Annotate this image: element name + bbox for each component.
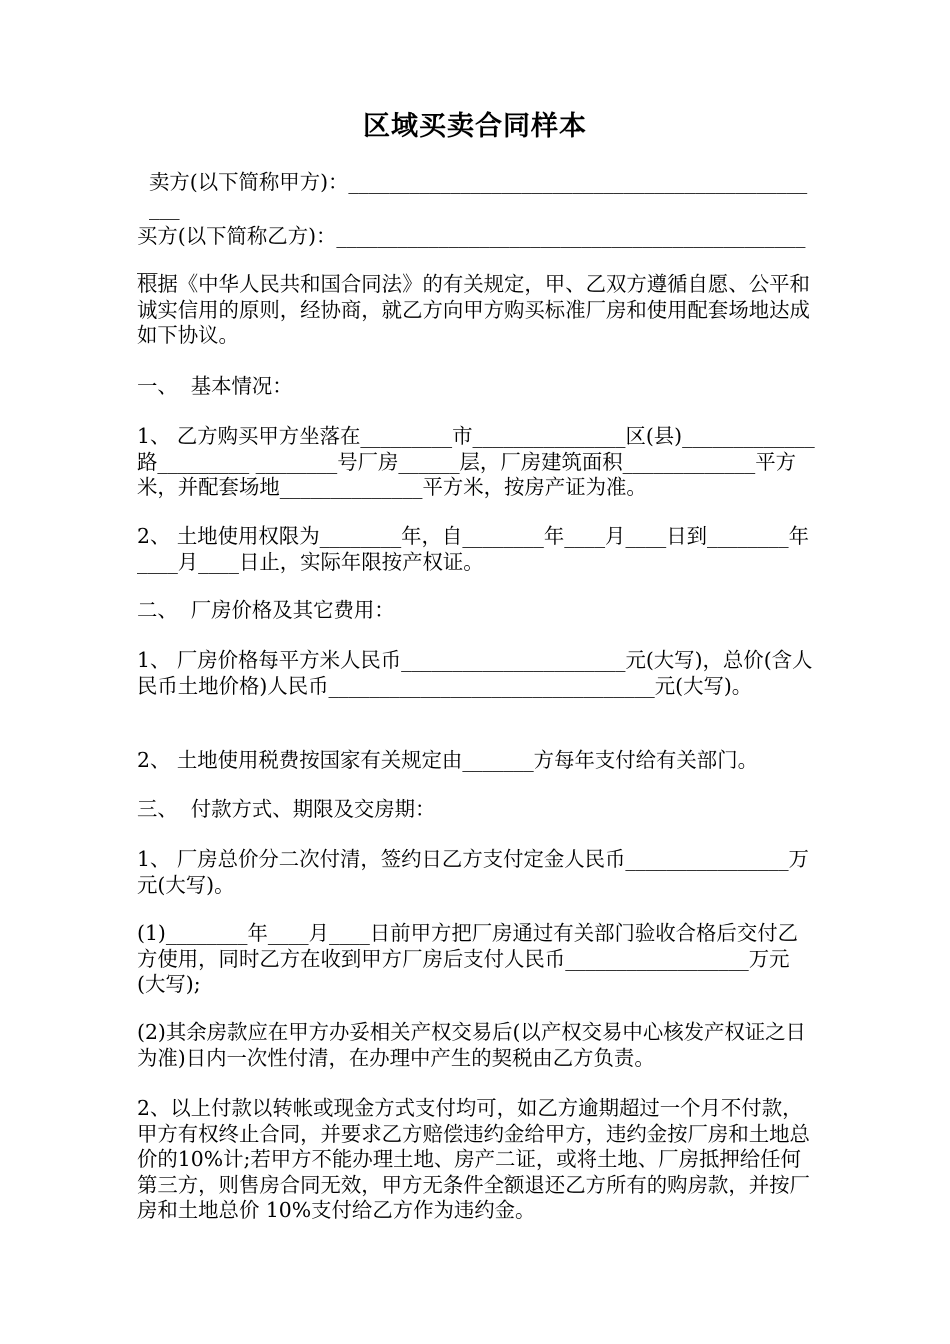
document-title: 区域买卖合同样本 — [363, 111, 587, 142]
buyer-line: 买方(以下简称乙方)：________________________________________________ — [137, 224, 806, 274]
clause-land-tax: 2、 土地使用税费按国家有关规定由_______方每年支付给有关部门。 — [137, 748, 758, 772]
section-heading-price: 二、 厂房价格及其它费用： — [137, 598, 395, 622]
clause-price: 1、 厂房价格每平方米人民币______________________元(大写)，总价(含人民币土地价格)人民币________________________________元(大写)。 — [137, 648, 813, 698]
preamble-paragraph: 根据《中华人民共和国合同法》的有关规定，甲、乙双方遵循自愿、公平和诚实信用的原则，经协商，就乙方向甲方购买标准厂房和使用配套场地达成如下协议。 — [137, 272, 810, 347]
clause-location-area: 1、 乙方购买甲方坐落在_________市_______________区(县)_____________路_________ ________号厂房______层，厂房建筑面积_____________平方米，并配套场地______________平方米，按房产证为准。 — [137, 424, 815, 499]
clause-payment-sub2: (2)其余房款应在甲方办妥相关产权交易后(以产权交易中心核发产权证之日为准)日内一次性付清，在办理中产生的契税由乙方负责。 — [137, 1020, 806, 1070]
clause-payment-installments: 1、 厂房总价分二次付清，签约日乙方支付定金人民币________________万元(大写)。 — [137, 847, 809, 897]
section-heading-payment: 三、 付款方式、期限及交房期： — [137, 797, 436, 821]
clause-payment-sub1: (1)________年____月____日前甲方把厂房通过有关部门验收合格后交付乙方使用，同时乙方在收到甲方厂房后支付人民币__________________万元(大写); — [137, 921, 798, 996]
section-heading-basic-info: 一、 基本情况： — [137, 374, 293, 398]
seller-line: 卖方(以下简称甲方)：________________________________________________ — [149, 170, 808, 220]
clause-land-use-term: 2、 土地使用权限为________年，自________年____月____日到________年____月____日止，实际年限按产权证。 — [137, 524, 809, 574]
clause-payment-penalty: 2、以上付款以转帐或现金方式支付均可，如乙方逾期超过一个月不付款，甲方有权终止合同，并要求乙方赔偿违约金给甲方，违约金按厂房和土地总价的10%计;若甲方不能办理土地、房产二证，或将土地、厂房抵押给任何第三方，则售房合同无效，甲方无条件全额退还乙方所有的购房款，并按厂房和土地总价 10%支付给乙方作为违约金。 — [137, 1096, 810, 1222]
